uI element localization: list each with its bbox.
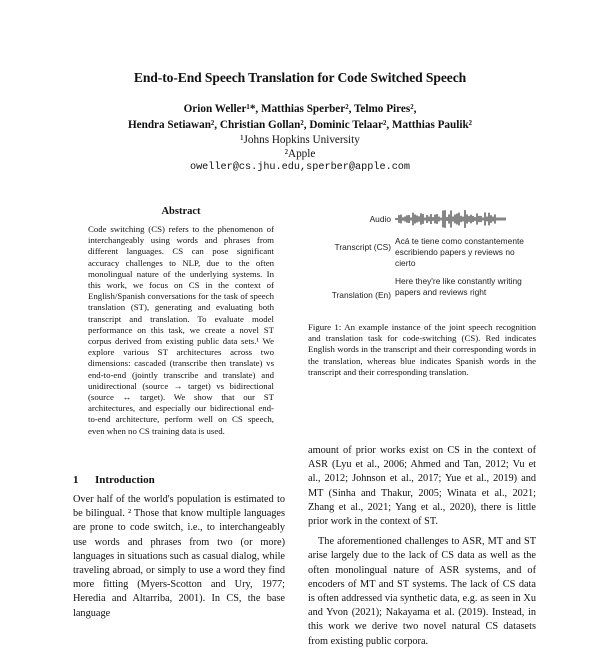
- transcript-text: Acá te tiene como constantemente escribiendo papers y reviews no cierto: [395, 236, 524, 268]
- right-column-text: [308, 444, 536, 649]
- audio-waveform: [395, 210, 507, 228]
- introduction-text: Over half of the world's population is estimated to be bilingual. ² Those that know multiple languages are prone to code switch, i.e., to interchangeably use words and phrases from two (or more) languages in situations such as casual dialog, while traveling abroad, or simply to use a word they find more fitting (Myers-Scotton and Ury, 1977; Heredia and Altarriba, 2001). In CS, the base language: [73, 494, 285, 619]
- affiliation-2: ²Apple: [284, 148, 316, 160]
- figure-1: [308, 208, 536, 318]
- abstract-heading: Abstract: [161, 206, 201, 217]
- author-emails: oweller@cs.jhu.edu,sperber@apple.com: [189, 162, 411, 173]
- paper-title: End-to-End Speech Translation for Code Switched Speech: [133, 70, 467, 85]
- transcript-label: Transcript (CS): [334, 242, 391, 252]
- abstract-text: Code switching (CS) refers to the phenomenon of interchangeably using words and phrases from different languages. CS can pose significant accuracy challenges to NLP, due to the often monolingual nature of the underlying systems. In this work, we focus on CS in the context of English/Spanish conversations for the task of speech translation (ST), generating and evaluating both transcript and translation. To evaluate model performance on this task, we create a novel ST corpus derived from existing public data sets.¹ We explore various ST architectures across two dimensions: cascaded (transcribe then translate) vs end-to-end (jointly transcribe and translate) and unidirectional (source → target) vs bidirectional (source ↔ target). We show that our ST architectures, and especially our bidirectional end-to-end architecture, perform well on CS speech, even when no CS training data is used.: [88, 224, 274, 436]
- audio-label: Audio: [369, 214, 391, 224]
- section-number: 1: [73, 474, 79, 486]
- affiliation-1: ¹Johns Hopkins University: [240, 134, 360, 146]
- paragraph-challenges: The aforementioned challenges to ASR, MT and ST arise largely due to the lack of CS data as well as the often monolingual nature of ASR systems, and of encoders of MT and ST systems. The lack of CS data is often addressed via synthetic data, e.g. as seen in Xu and Yvon (2021); Nakayama et al. (2019). Instead, in this work we derive two novel natural CS datasets from existing public corpora.: [308, 536, 536, 647]
- section-title: Introduction: [95, 474, 155, 486]
- paragraph-prior-work: amount of prior works exist on CS in the context of ASR (Lyu et al., 2006; Ahmed and Tan, 2012; Vu et al., 2012; Johnson et al., 2017; Yue et al., 2019) and MT (Sinha and Thakur, 2005; Winata et al., 2021; Zhang et al., 2021; Yang et al., 2020), there is little prior work in the context of ST.: [308, 445, 536, 528]
- figure-1-caption: Figure 1: An example instance of the joint speech recognition and translation task for code-switching (CS). Red indicates English words in the transcript and their corresponding words in the translation, whereas blue indicates Spanish words in the transcript and their corresponding translation.: [308, 322, 536, 377]
- translation-label: Translation (En): [331, 290, 391, 300]
- section-heading-introduction: [73, 474, 283, 486]
- authors-line-1: Orion Weller¹*, Matthias Sperber², Telmo Pires²,: [183, 103, 417, 115]
- authors-line-2: Hendra Setiawan², Christian Gollan², Dominic Telaar², Matthias Paulik²: [127, 119, 473, 131]
- author-list: [40, 101, 560, 133]
- translation-text: Here they're like constantly writing papers and reviews right: [395, 276, 522, 297]
- affiliations: [40, 133, 560, 161]
